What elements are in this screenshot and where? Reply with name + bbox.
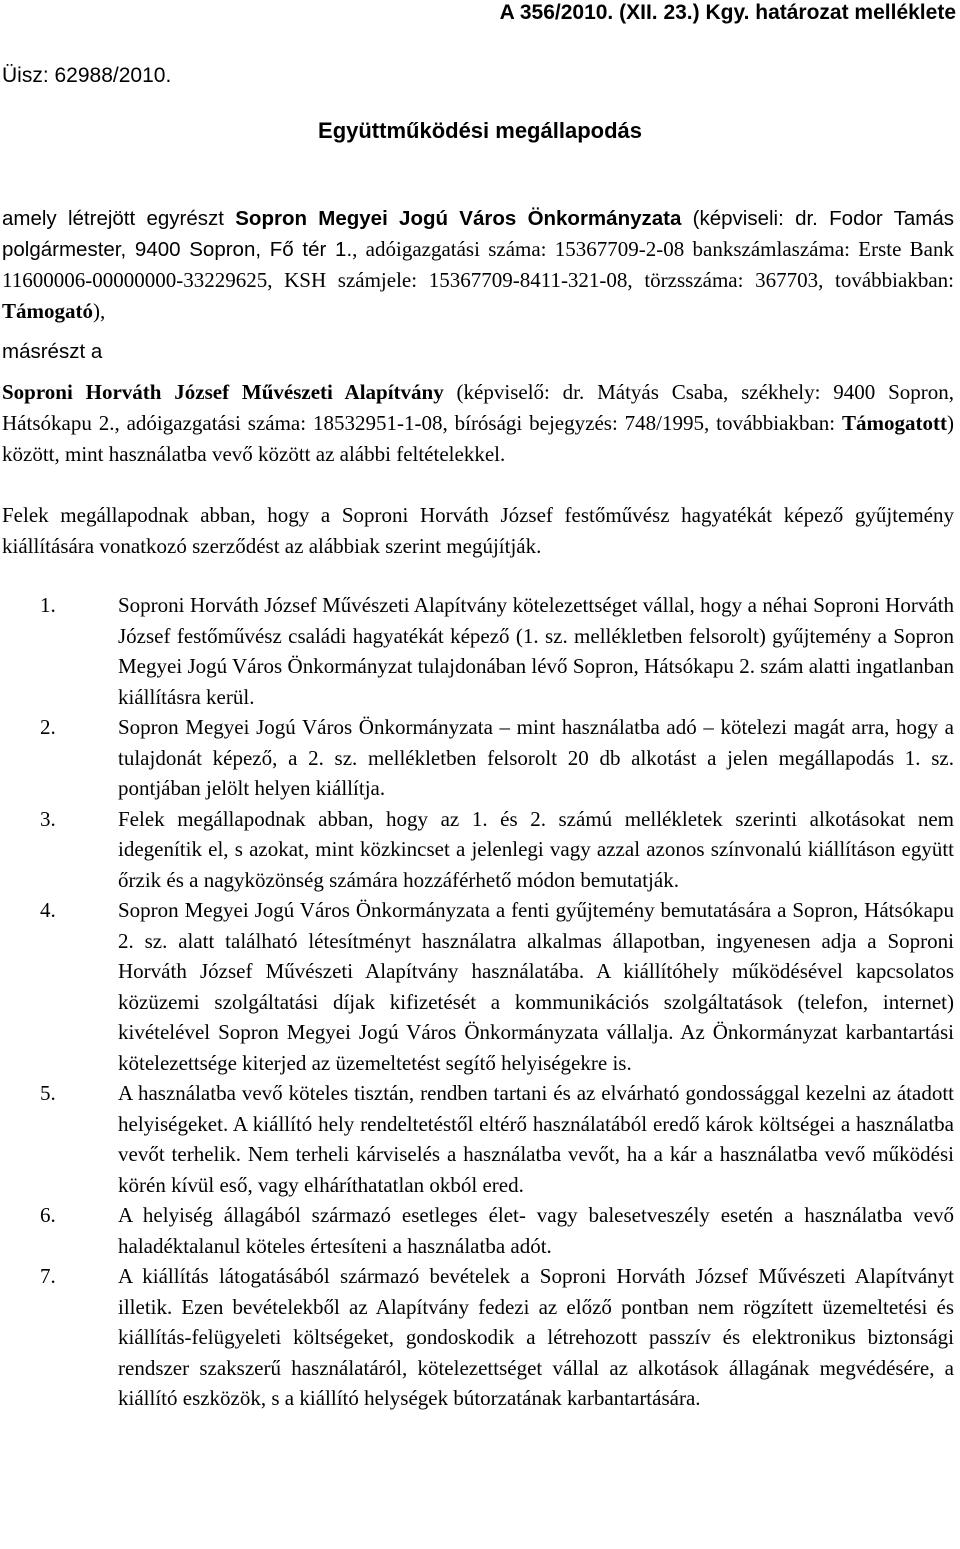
party2-name: Soproni Horváth József Művészeti Alapítvány [2,380,444,404]
list-item [0,1078,960,1200]
resolution-reference: A 356/2010. (XII. 23.) Kgy. határozat melléklete [499,1,956,24]
list-item [0,1200,960,1261]
item-number: 2. [40,715,56,739]
list-item [0,804,960,896]
item-number: 1. [40,593,56,617]
list-item [0,712,960,804]
party2-role: Támogatott [842,411,947,435]
list-item [0,590,960,712]
masreszt-text: másrészt a [2,340,103,363]
intro-text-4: ), [93,299,106,323]
item-text: Felek megállapodnak abban, hogy az 1. és 2. számú mellékletek szerinti alkotásokat nem idegenítik el, s azokat, mint közkincset a jelenlegi vagy azzal azonos színvonalú kiállításon együtt őrzik és a nagyközönség számára hozzáférhető módon bemutatják. [118,806,954,892]
party1-name: Sopron Megyei Jogú Város Önkormányzata [235,207,682,230]
item-text: Soproni Horváth József Művészeti Alapítvány kötelezettséget vállal, hogy a néhai Soproni Horváth József festőművész családi hagyatékát képező (1. sz. mellékletben felsorolt) gyűjtemény a Sopron Megyei Jogú Város Önkormányzat tulajdonában lévő Sopron, Hátsókapu 2. szám alatti ingatlanban kiállításra kerül. [118,593,954,709]
item-text: Sopron Megyei Jogú Város Önkormányzata a fenti gyűjtemény bemutatására a Sopron, Hátsókapu 2. sz. alatt található létesítményt használatra alkalmas állapotban, ingyenesen adja a Soproni Horváth József Művészeti Alapítvány használatába. A kiállítóhely működésével kapcsolatos közüzemi szolgáltatási díjak kifizetését a kommunikációs szolgáltatások (telefon, internet) kivételével Sopron Megyei Jogú Város Önkormányzata vállalja. Az Önkormányzat karbantartási kötelezettsége kiterjed az üzemeltetést segítő helyiségekre is. [118,898,954,1075]
item-number: 3. [40,806,56,831]
party1-role: Támogató [2,299,93,323]
intro-text-1: amely létrejött egyrészt [2,207,236,230]
item-number: 7. [40,1264,56,1288]
list-item [0,1261,960,1414]
registry-number: Üisz: 62988/2010. [2,64,172,87]
item-number: 4. [40,898,56,922]
party2-paragraph [2,377,954,470]
intro-text-3: , adóigazgatási száma: 15367709-2-08 bankszámlaszáma: Erste Bank 11600006-00000000-33229625, KSH számjele: 15367709-8411-321-08, törzsszáma: 367703, továbbiakban: [2,237,954,292]
item-text: A kiállítás látogatásából származó bevételek a Soproni Horváth József Művészeti Alapítványt illetik. Ezen bevételekből az Alapítvány fedezi az előző pontban nem rögzített üzemeltetési és kiállítás-felügyeleti költségeket, gondoskodik a létrehozott passzív és elektronikus biztonsági rendszer szakszerű használatáról, kötelezettséget vállal az alkotások állagának megvédésére, a kiállító eszközök, s a kiállító helységek bútorzatának karbantartására. [118,1264,954,1410]
agreement-items-list [0,590,960,1414]
party2-text-2: ) között, mint használatba vevő között az alábbi feltételekkel. [2,411,954,466]
list-item [0,895,960,1078]
intro-paragraph [2,203,954,327]
item-text: A helyiség állagából származó esetleges élet- vagy balesetveszély esetén a használatba vevő haladéktalanul köteles értesíteni a használatba adót. [118,1203,954,1258]
item-number: 6. [40,1203,56,1227]
item-number: 5. [40,1081,56,1105]
item-text: A használatba vevő köteles tisztán, rendben tartani és az elvárható gondossággal kezelni az átadott helyiségeket. A kiállító hely rendeltetéstől eltérő használatából eredő károk költségei a használatba vevőt terhelik. Nem terheli kárviselés a használatba vevőt, ha a kár a használatba vevő működési körén kívül eső, vagy elháríthatatlan okból ered. [118,1081,954,1197]
party2-text-1: (képviselő: dr. Mátyás Csaba, székhely: 9400 Sopron, Hátsókapu 2., adóigazgatási száma: 18532951-1-08, bírósági bejegyzés: 748/1995, továbbiakban: [2,380,954,435]
agreement-paragraph: Felek megállapodnak abban, hogy a Soproni Horváth József festőművész hagyatékát képező gyűjtemény kiállítására vonatkozó szerződést az alábbiak szerint megújítják. [2,503,954,558]
item-text: Sopron Megyei Jogú Város Önkormányzata – mint használatba adó – kötelezi magát arra, hogy a tulajdonát képező, a 2. sz. mellékletben felsorolt 20 db alkotást a jelen megállapodás 1. sz. pontjában jelölt helyen kiállítja. [118,715,954,800]
intro-text-2: (képviseli: dr. Fodor Tamás polgármester, 9400 Sopron, Fő tér 1. [2,207,955,261]
document-title: Együttműködési megállapodás [318,118,642,143]
